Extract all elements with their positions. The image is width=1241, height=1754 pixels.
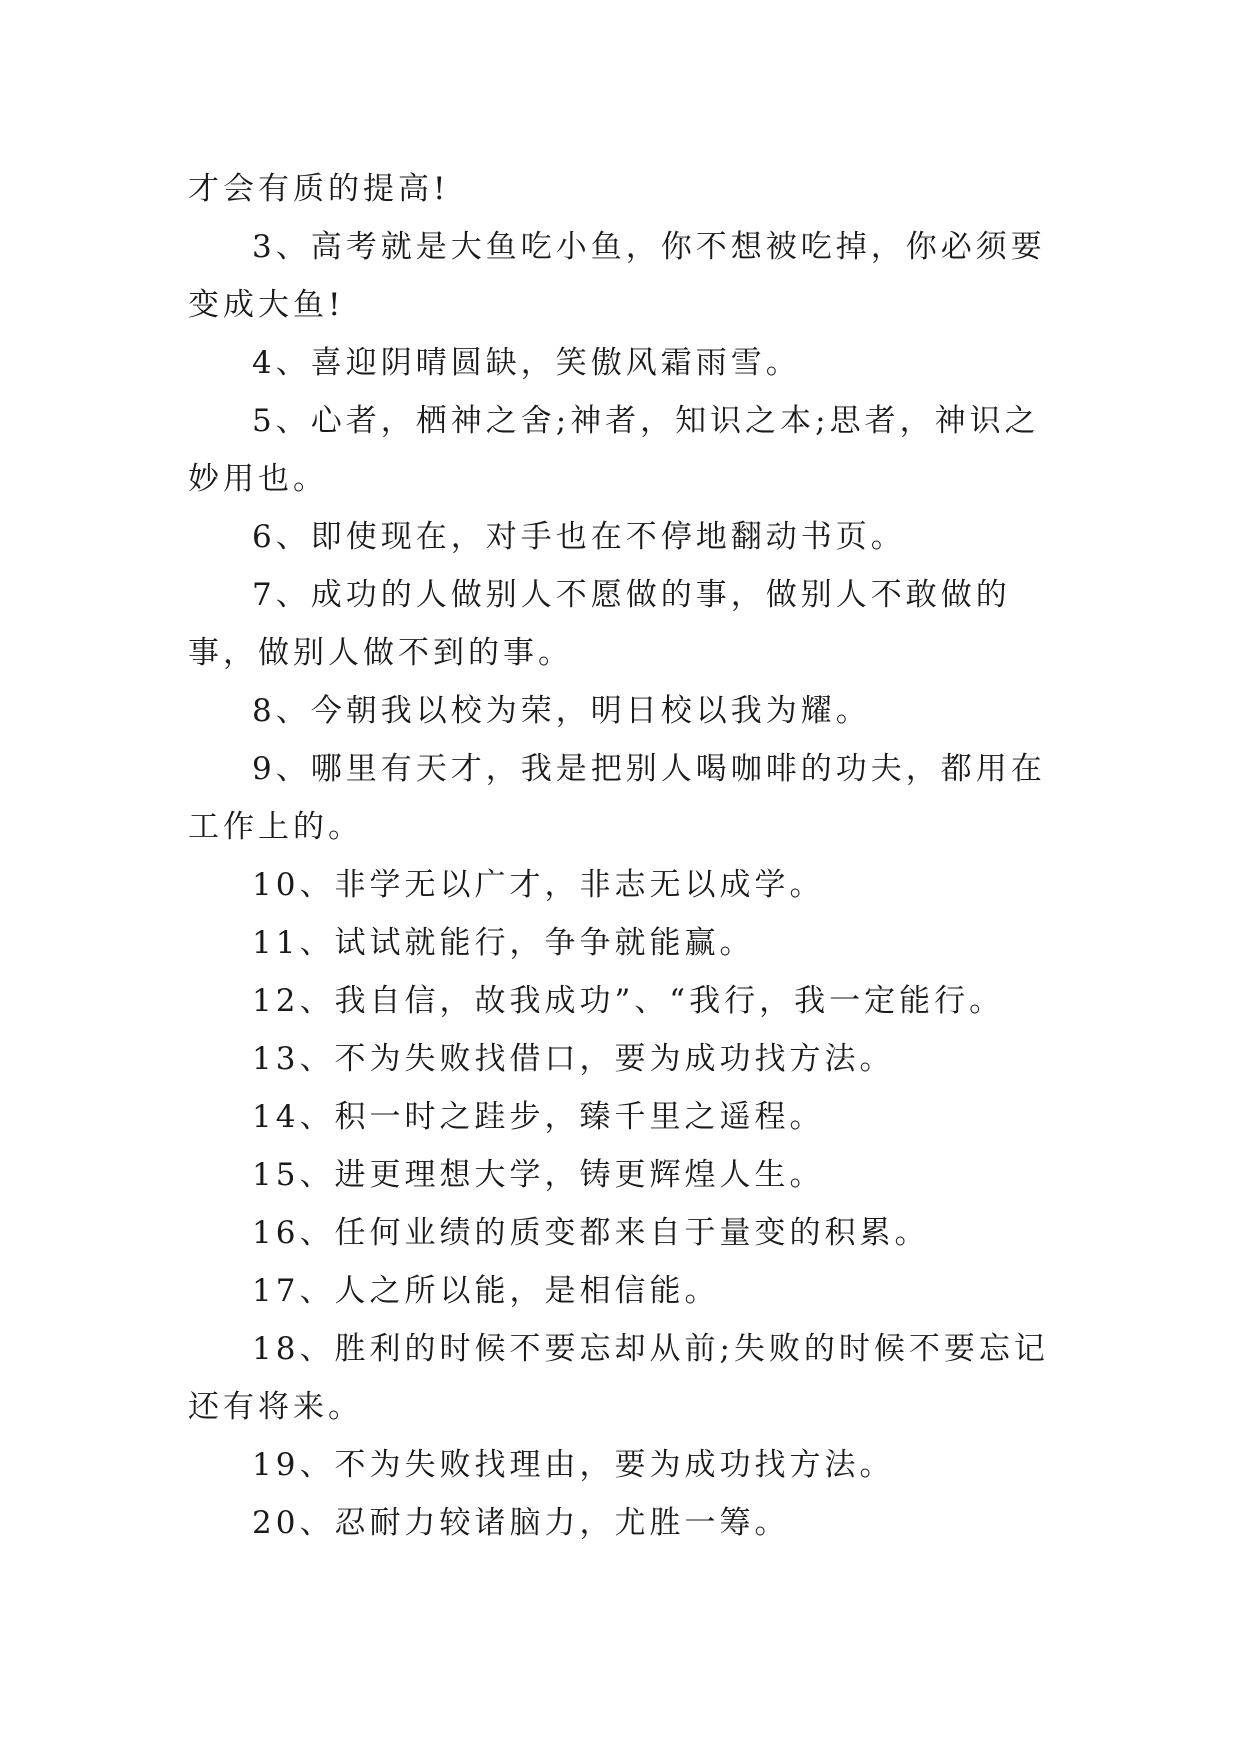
paragraph-item-14: 14、积一时之跬步，臻千里之遥程。 xyxy=(252,1099,825,1135)
paragraph-item-13: 13、不为失败找借口，要为成功找方法。 xyxy=(252,1041,895,1077)
paragraph-item-18: 18、胜利的时候不要忘却从前;失败的时候不要忘记还有将来。 xyxy=(188,1331,1049,1425)
paragraph-item-10: 10、非学无以广才，非志无以成学。 xyxy=(252,867,825,903)
paragraph-item-5: 5、心者，栖神之舍;神者，知识之本;思者，神识之妙用也。 xyxy=(188,403,1040,497)
paragraph-item-20: 20、忍耐力较诸脑力，尤胜一筹。 xyxy=(252,1505,790,1541)
paragraph-item-4: 4、喜迎阴晴圆缺，笑傲风霜雨雪。 xyxy=(252,345,801,381)
paragraph-item-8: 8、今朝我以校为荣，明日校以我为耀。 xyxy=(252,693,871,729)
paragraph-item-7: 7、成功的人做别人不愿做的事，做别人不敢做的事，做别人做不到的事。 xyxy=(188,577,1011,671)
document-body xyxy=(188,160,1058,1552)
paragraph-item-11: 11、试试就能行，争争就能赢。 xyxy=(252,925,755,961)
paragraph-item-3: 3、高考就是大鱼吃小鱼，你不想被吃掉，你必须要变成大鱼! xyxy=(188,229,1046,323)
paragraph-item-6: 6、即使现在，对手也在不停地翻动书页。 xyxy=(252,519,906,555)
paragraph-item-15: 15、进更理想大学，铸更辉煌人生。 xyxy=(252,1157,825,1193)
paragraph-item-12: 12、我自信，故我成功”、“我行，我一定能行。 xyxy=(252,983,1005,1019)
paragraph-continuation: 才会有质的提高! xyxy=(188,171,450,207)
paragraph-item-16: 16、任何业绩的质变都来自于量变的积累。 xyxy=(252,1215,930,1251)
paragraph-item-17: 17、人之所以能，是相信能。 xyxy=(252,1273,720,1309)
paragraph-item-19: 19、不为失败找理由，要为成功找方法。 xyxy=(252,1447,895,1483)
paragraph-item-9: 9、哪里有天才，我是把别人喝咖啡的功夫，都用在工作上的。 xyxy=(188,751,1046,845)
